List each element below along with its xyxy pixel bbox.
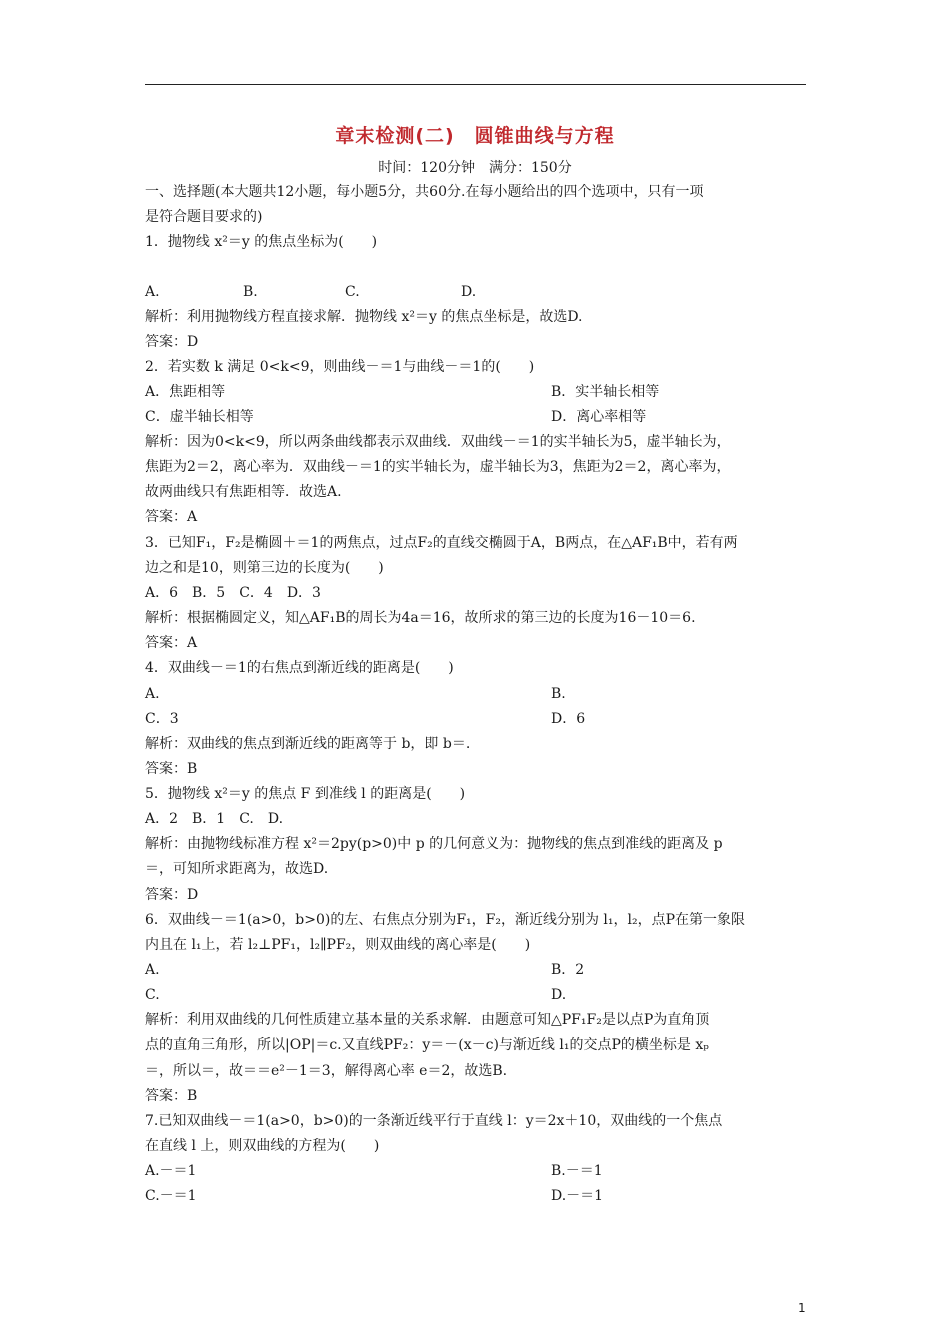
q2-option-d: D．离心率相等 bbox=[551, 409, 647, 425]
page-title: 章末检测(二) 圆锥曲线与方程 bbox=[335, 125, 615, 147]
q3-answer: 答案：A bbox=[145, 635, 198, 651]
q2-option-b: B．实半轴长相等 bbox=[551, 384, 660, 400]
page-number: 1 bbox=[798, 1301, 806, 1315]
q6-option-d: D. bbox=[551, 987, 567, 1003]
q3-options: A．6 B．5 C．4 D．3 bbox=[145, 585, 321, 601]
q2-analysis-end: 故两曲线只有焦距相等．故选A. bbox=[145, 484, 342, 500]
question-1: 1．抛物线 x²＝y 的焦点坐标为( ) bbox=[145, 234, 378, 250]
q6-option-c: C. bbox=[145, 987, 160, 1003]
q5-answer: 答案：D bbox=[145, 887, 199, 903]
question-6: 6．双曲线－＝1(a>0，b>0)的左、右焦点分别为F₁，F₂，渐近线分别为 l₁，l₂，点P在第一象限 bbox=[145, 912, 746, 928]
q7-option-d: D.－＝1 bbox=[551, 1188, 604, 1204]
q4-answer: 答案：B bbox=[145, 761, 198, 777]
section-heading-cont: 是符合题目要求的) bbox=[145, 209, 263, 225]
question-5: 5．抛物线 x²＝y 的焦点 F 到准线 l 的距离是( ) bbox=[145, 786, 466, 802]
q5-analysis: 解析：由抛物线标准方程 x²＝2py(p>0)中 p 的几何意义为：抛物线的焦点到准线的距离及 p bbox=[145, 836, 723, 852]
q6-analysis-cont: 点的直角三角形，所以|OP|＝c.又直线PF₂：y＝－(x－c)与渐近线 l₁的交点P的横坐标是 xₚ bbox=[145, 1037, 709, 1053]
q4-option-a: A. bbox=[145, 686, 160, 702]
q2-option-a: A．焦距相等 bbox=[145, 384, 226, 400]
q2-analysis: 解析：因为0<k<9，所以两条曲线都表示双曲线．双曲线－＝1的实半轴长为5，虚半轴长为， bbox=[145, 434, 731, 450]
q2-analysis-cont: 焦距为2＝2，离心率为．双曲线－＝1的实半轴长为，虚半轴长为3，焦距为2＝2，离心率为， bbox=[145, 459, 731, 475]
q2-option-c: C．虚半轴长相等 bbox=[145, 409, 254, 425]
q4-option-c: C．3 bbox=[145, 711, 179, 727]
question-7-cont: 在直线 l 上，则双曲线的方程为( ) bbox=[145, 1138, 380, 1154]
q1-option-b: B. bbox=[243, 284, 258, 300]
q2-answer: 答案：A bbox=[145, 509, 198, 525]
question-6-cont: 内且在 l₁上，若 l₂⊥PF₁，l₂∥PF₂，则双曲线的离心率是( ) bbox=[145, 937, 531, 953]
question-4: 4．双曲线－＝1的右焦点到渐近线的距离是( ) bbox=[145, 660, 454, 676]
q5-analysis-cont: ＝，可知所求距离为，故选D. bbox=[145, 861, 329, 877]
q6-option-b: B．2 bbox=[551, 962, 585, 978]
header-rule bbox=[145, 84, 806, 85]
q1-option-c: C. bbox=[345, 284, 360, 300]
q6-analysis: 解析：利用双曲线的几何性质建立基本量的关系求解．由题意可知△PF₁F₂是以点P为直角顶 bbox=[145, 1012, 710, 1028]
question-2: 2．若实数 k 满足 0<k<9，则曲线－＝1与曲线－＝1的( ) bbox=[145, 359, 535, 375]
question-3-cont: 边之和是10，则第三边的长度为( ) bbox=[145, 560, 384, 576]
q6-option-a: A. bbox=[145, 962, 160, 978]
q7-option-c: C.－＝1 bbox=[145, 1188, 197, 1204]
q1-option-d: D. bbox=[461, 284, 477, 300]
section-heading: 一、选择题(本大题共12小题，每小题5分，共60分.在每小题给出的四个选项中，只有一项 bbox=[145, 184, 704, 200]
q3-analysis: 解析：根据椭圆定义，知△AF₁B的周长为4a＝16，故所求的第三边的长度为16－10＝6. bbox=[145, 610, 696, 626]
q4-analysis: 解析：双曲线的焦点到渐近线的距离等于 b，即 b＝. bbox=[145, 736, 471, 752]
q1-analysis: 解析：利用抛物线方程直接求解．抛物线 x²＝y 的焦点坐标是，故选D. bbox=[145, 309, 583, 325]
question-7: 7.已知双曲线－＝1(a>0，b>0)的一条渐近线平行于直线 l：y＝2x＋10，双曲线的一个焦点 bbox=[145, 1113, 723, 1129]
time-info: 时间：120分钟 满分：150分 bbox=[378, 160, 572, 176]
q4-option-b: B. bbox=[551, 686, 566, 702]
q7-option-b: B.－＝1 bbox=[551, 1163, 603, 1179]
q1-answer: 答案：D bbox=[145, 334, 199, 350]
q5-options: A．2 B．1 C. D. bbox=[145, 811, 284, 827]
q6-analysis-end: ＝，所以＝，故＝＝e²－1＝3，解得离心率 e＝2，故选B. bbox=[145, 1063, 508, 1079]
question-3: 3．已知F₁，F₂是椭圆＋＝1的两焦点，过点F₂的直线交椭圆于A，B两点，在△AF₁B中，若有两 bbox=[145, 535, 738, 551]
q4-option-d: D．6 bbox=[551, 711, 586, 727]
q6-answer: 答案：B bbox=[145, 1088, 198, 1104]
q1-option-a: A. bbox=[145, 284, 160, 300]
q7-option-a: A.－＝1 bbox=[145, 1163, 197, 1179]
